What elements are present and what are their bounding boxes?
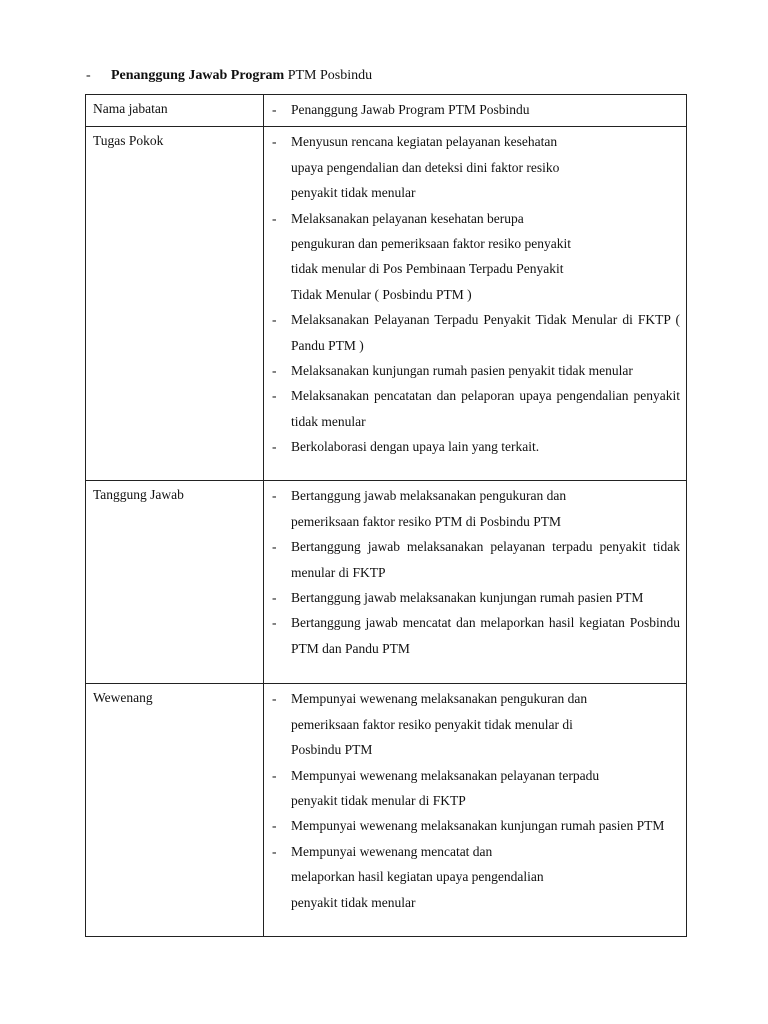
- row-content: [264, 684, 687, 937]
- row-label: Tugas Pokok: [86, 127, 264, 481]
- list-item: - Menyusun rencana kegiatan pelayanan kesehatan upaya pengendalian dan deteksi dini faktor resiko penyakit tidak menular: [272, 134, 560, 201]
- row-label: Nama jabatan: [86, 95, 264, 127]
- list-item: - Melaksanakan pencatatan dan pelaporan upaya pengendalian penyakit tidak menular: [272, 388, 680, 429]
- list-item: - Melaksanakan Pelayanan Terpadu Penyakit Tidak Menular di FKTP ( Pandu PTM ): [272, 312, 680, 353]
- table-row: [86, 684, 687, 937]
- row-content: [264, 481, 687, 684]
- row-label: Tanggung Jawab: [86, 481, 264, 684]
- row-content: [264, 95, 687, 127]
- row-content: [264, 127, 687, 481]
- list-item: - Mempunyai wewenang melaksanakan pelayanan terpadu penyakit tidak menular di FKTP: [272, 767, 600, 809]
- list-item: - Penanggung Jawab Program PTM Posbindu: [272, 102, 530, 117]
- table-row: [86, 95, 687, 127]
- list-item: - Melaksanakan kunjungan rumah pasien penyakit tidak menular: [272, 363, 633, 379]
- list-item: - Mempunyai wewenang mencatat dan melaporkan hasil kegiatan upaya pengendalian penyakit tidak menular: [272, 843, 544, 910]
- list-item: - Bertanggung jawab melaksanakan pengukuran dan pemeriksaan faktor resiko PTM di Posbindu PTM: [272, 488, 567, 529]
- table-row: [86, 481, 687, 684]
- list-item: - Bertanggung jawab melaksanakan pelayanan terpadu penyakit tidak menular di FKTP: [272, 539, 680, 580]
- heading-rest-text: PTM Posbindu: [284, 68, 373, 83]
- list-item: - Mempunyai wewenang melaksanakan pengukuran dan pemeriksaan faktor resiko penyakit tidak menular di Posbindu PTM: [272, 691, 588, 758]
- list-item: - Bertanggung jawab melaksanakan kunjungan rumah pasien PTM: [272, 590, 644, 606]
- heading-dash: -: [86, 68, 91, 83]
- table-row: [86, 127, 687, 481]
- list-item: - Bertanggung jawab mencatat dan melaporkan hasil kegiatan Posbindu PTM dan Pandu PTM: [272, 615, 680, 656]
- job-description-table: [85, 94, 687, 937]
- section-heading: [86, 66, 372, 86]
- list-item: - Melaksanakan pelayanan kesehatan berupa pengukuran dan pemeriksaan faktor resiko penyakit tidak menular di Pos Pembinaan Terpadu Penyakit Tidak Menular ( Posbindu PTM ): [272, 210, 572, 302]
- list-item: - Berkolaborasi dengan upaya lain yang terkait.: [272, 439, 540, 455]
- list-item: - Mempunyai wewenang melaksanakan kunjungan rumah pasien PTM: [272, 818, 665, 834]
- heading-bold-text: Penanggung Jawab Program: [111, 68, 285, 83]
- row-label: Wewenang: [86, 684, 264, 937]
